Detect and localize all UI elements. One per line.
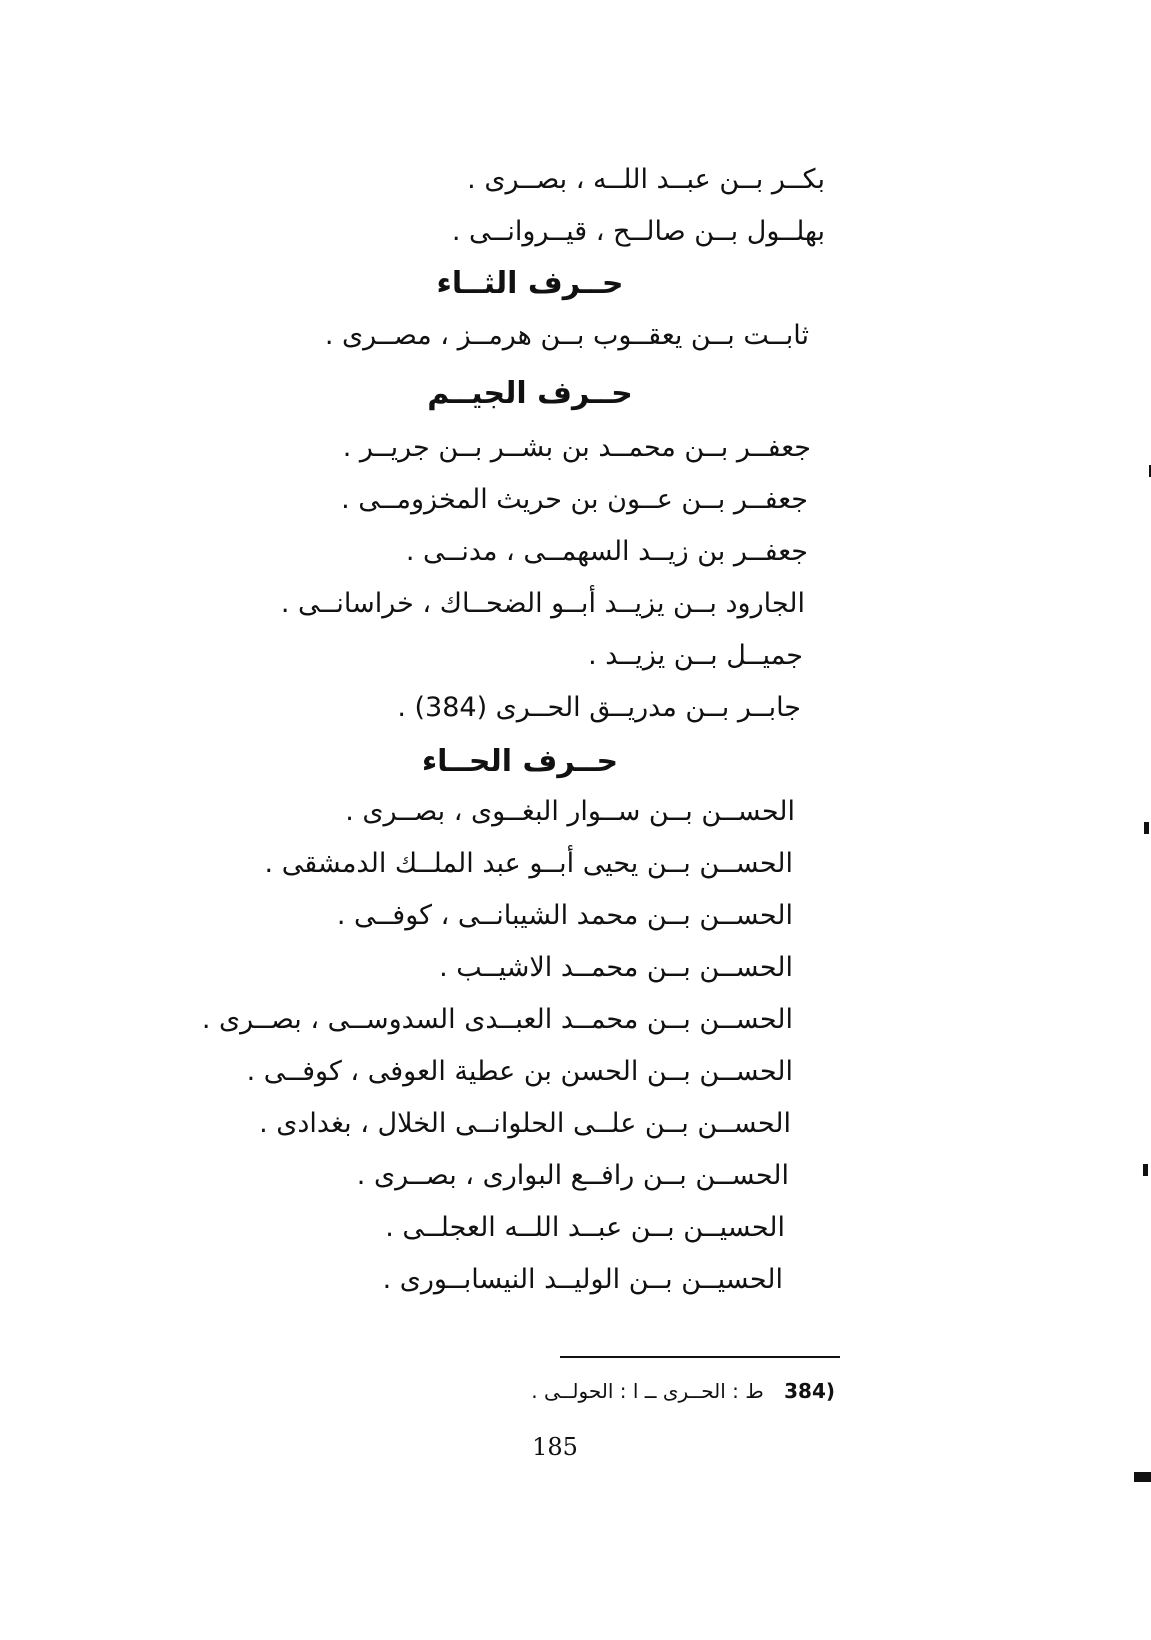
page-number: 185 — [532, 1433, 578, 1461]
entry-line: ثابــت بــن يعقــوب بــن هرمــز ، مصــرى . — [324, 320, 809, 351]
entry-line: جعفــر بــن محمــد بن بشــر بــن جريــر . — [342, 432, 811, 463]
entry-line: جميــل بــن يزيــد . — [588, 640, 803, 671]
footnote-text: ط : الحــرى ــ ا : الحولــى . — [531, 1379, 764, 1403]
entry-line: بهلــول بــن صالــح ، قيــروانــى . — [451, 216, 825, 247]
scan-edge-mark — [1144, 822, 1149, 834]
footnote — [531, 1376, 835, 1406]
entry-line: الحســن بــن محمــد العبــدى السدوســى ، بصــرى . — [201, 1004, 793, 1035]
entry-line: جابــر بــن مدريــق الحــرى (384) . — [397, 692, 801, 723]
scan-edge-mark — [1134, 1472, 1151, 1482]
entry-line: الحســن بــن محمــد الاشيــب . — [439, 952, 793, 983]
entry-line: الحسيــن بــن عبــد اللــه العجلــى . — [385, 1212, 785, 1243]
entry-line: الحســن بــن ســوار البغــوى ، بصــرى . — [345, 796, 795, 827]
section-heading: حــرف الحــاء — [421, 744, 619, 779]
entry-line: الحســن بــن محمد الشيبانــى ، كوفــى . — [336, 900, 793, 931]
entry-line: الجارود بــن يزيــد أبــو الضحــاك ، خراسانــى . — [280, 588, 805, 619]
footnote-number: (384 — [784, 1379, 835, 1403]
entry-line: جعفــر بــن عــون بن حريث المخزومــى . — [341, 484, 808, 515]
section-heading: حــرف الثــاء — [436, 266, 624, 301]
entry-line: بكــر بــن عبــد اللــه ، بصــرى . — [467, 164, 825, 195]
scan-edge-mark — [1143, 1164, 1148, 1176]
entry-line: الحســن بــن الحسن بن عطية العوفى ، كوفــى . — [246, 1056, 793, 1087]
entry-line: الحســن بــن يحيى أبــو عبد الملــك الدمشقى . — [264, 848, 793, 879]
section-heading: حــرف الجيــم — [427, 376, 633, 411]
footnote-separator — [560, 1356, 840, 1358]
entry-line: الحســن بــن علــى الحلوانــى الخلال ، بغدادى . — [259, 1108, 791, 1139]
entry-line: الحســن بــن رافــع البوارى ، بصــرى . — [356, 1160, 789, 1191]
entry-line: جعفــر بن زيــد السهمــى ، مدنــى . — [405, 536, 808, 567]
entry-line: الحسيــن بــن الوليــد النيسابــورى . — [382, 1264, 783, 1295]
